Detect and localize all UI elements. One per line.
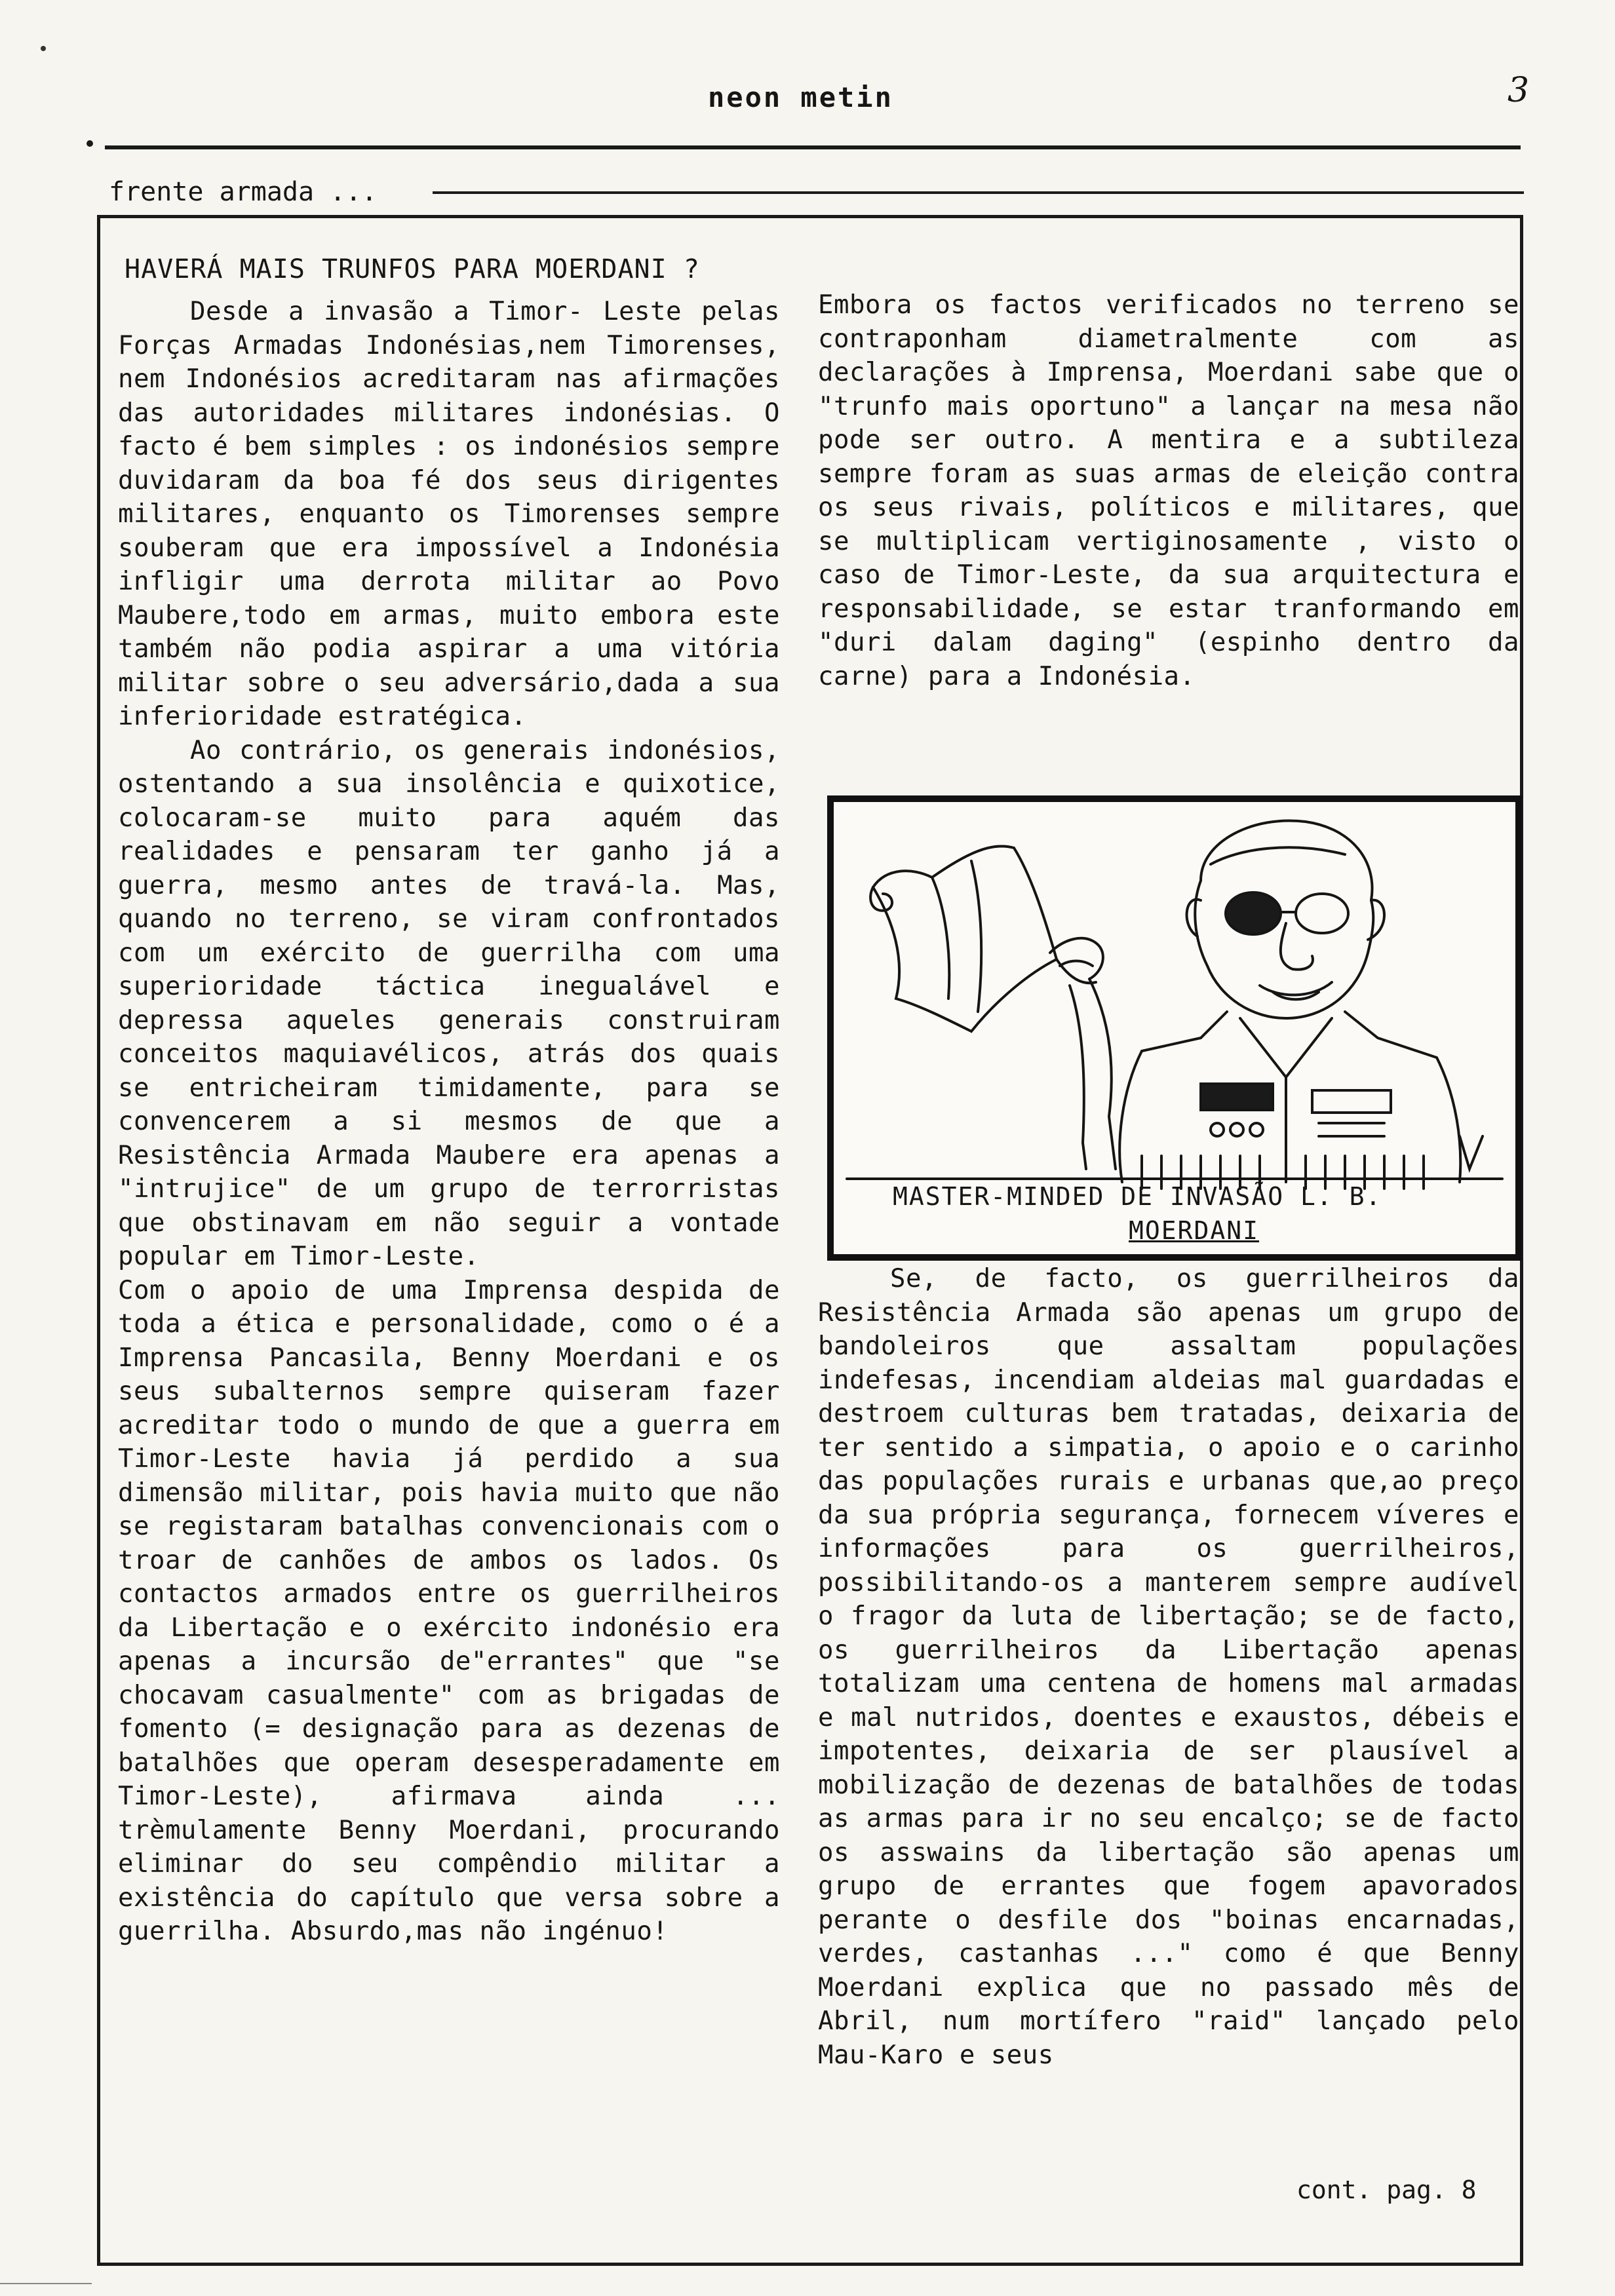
article-left-column <box>118 295 780 2221</box>
speck-mark <box>41 46 46 51</box>
paragraph: Embora os factos verificados no terreno se contraponham diametralmente com as declarações à Imprensa, Moerdani sabe que o "trunfo mais oportuno" a lançar na mesa não pode ser outro. A mentira e a subtileza sempre foram as suas armas de eleição contra os seus rivais, políticos e militares, que se multiplicam vertiginosamente , visto o caso de Timor-Leste, da sua arquitectura e responsabilidade, se estar tranformando em "duri dalam daging" (espinho dentro da carne) para a Indonésia. <box>818 290 1519 691</box>
article-right-column-top <box>818 288 1519 773</box>
cartoon-caption-line1: MASTER-MINDED DE INVASÃO L. B. <box>893 1182 1382 1211</box>
article-right-column-bottom <box>818 1262 1519 2140</box>
paragraph: Ao contrário, os generais indonésios, ostentando a sua insolência e quixotice, colocaram-se muito para aquém das realidades e pensaram ter ganho já a guerra, mesmo antes de travá-la. Mas, quando no terreno, se viram confrontados com um exército de guerrilha com uma superioridade táctica inegualável e depressa aqueles generais construiram conceitos maquiavélicos, atrás dos quais se entricheiram timidamente, para se convencerem a si mesmos de que a Resistência Armada Maubere era apenas a "intrujice" de um grupo de terrorristas que obstinavam em não seguir a vontade popular em Timor-Leste. <box>118 735 780 1271</box>
cartoon-caption-line2: MOERDANI <box>1129 1216 1260 1245</box>
section-label: frente armada ... <box>109 177 378 207</box>
cartoon-illustration <box>827 795 1522 1261</box>
paragraph: Se, de facto, os guerrilheiros da Resistência Armada são apenas um grupo de bandoleiros que assaltam populações indefesas, incendiam aldeias mal guardadas e destroem culturas bem tratadas, deixaria de ter sentido a simpatia, o apoio e o carinho das populações rurais e urbanas que,ao preço da sua própria segurança, fornecem víveres e informações para os guerrilheiros, possibilitando-os a manterem sempre audível o fragor da luta de libertação; se de facto, os guerrilheiros da Libertação apenas totalizam uma centena de homens mal armadas e mal nutridos, doentes e exaustos, débeis e impotentes, deixaria de ser plausível a mobilização de dezenas de batalhões de todas as armas para ir no seu encalço; se de facto os asswains da libertação são apenas um grupo de errantes que fogem apavorados perante o desfile dos "boinas encarnadas, verdes, castanhas ..." como é que Benny Moerdani explica que no passado mês de Abril, num mortífero "raid" lançado pelo Mau-Karo e seus <box>818 1264 1519 2070</box>
section-rule <box>433 191 1524 194</box>
article-headline: HAVERÁ MAIS TRUNFOS PARA MOERDANI ? <box>125 254 700 284</box>
header-rule-dot <box>87 140 93 147</box>
header-rule <box>105 145 1521 149</box>
paragraph: Com o apoio de uma Imprensa despida de toda a ética e personalidade, como o é a Imprensa Pancasila, Benny Moerdani e os seus subalternos sempre quiseram fazer acreditar todo o mundo de que a guerra em Timor-Leste havia já perdido a sua dimensão militar, pois havia muito que não se registaram batalhas convencionais com o troar de canhões de ambos os lados. Os contactos armados entre os guerrilheiros da Libertação e o exército indonésio era apenas a incursão de"errantes" que "se chocavam casualmente" com as brigadas de fomento (= designação para as dezenas de batalhões que operam desesperadamente em Timor-Leste), afirmava ainda ... trèmulamente Benny Moerdani, procurando eliminar do seu compêndio militar a existência do capítulo que versa sobre a guerrilha. Absurdo,mas não ingénuo! <box>118 1275 780 1946</box>
bottom-edge-rule <box>0 2283 92 2284</box>
newsletter-title: neon metin <box>708 81 893 113</box>
page-number: 3 <box>1508 71 1530 110</box>
paragraph: Desde a invasão a Timor- Leste pelas Forças Armadas Indonésias,nem Timorenses, nem Indonésios acreditaram nas afirmações das autoridades militares indonésias. O facto é bem simples : os indonésios sempre duvidaram da boa fé dos seus dirigentes militares, enquanto os Timorenses sempre souberam que era impossível a Indonésia infligir uma derrota militar ao Povo Maubere,todo em armas, muito embora este também não podia aspirar a uma vitória militar sobre o seu adversário,dada a sua inferioridade estratégica. <box>118 297 780 731</box>
continuation-note: cont. pag. 8 <box>1296 2175 1477 2204</box>
